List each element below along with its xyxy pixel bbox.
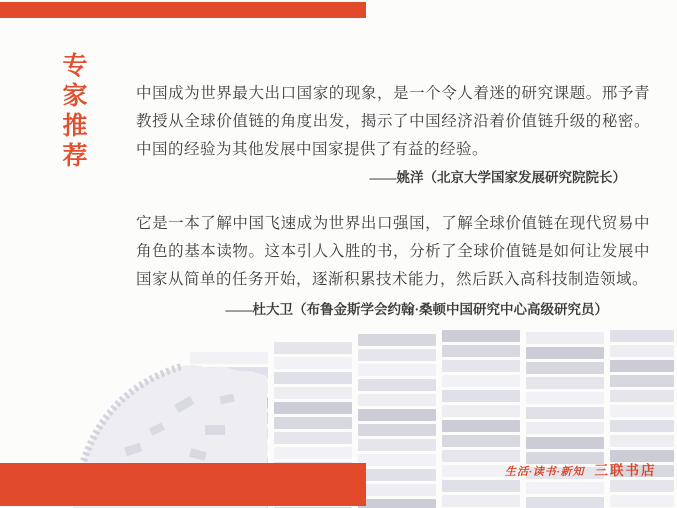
publisher-script-text: 生活·读书·新知 — [505, 466, 585, 478]
publisher-logo — [505, 459, 657, 480]
review-column — [136, 80, 650, 324]
review-attribution-1: ——姚洋（北京大学国家发展研究院院长） — [369, 170, 626, 185]
publisher-name: 三联书店 — [594, 463, 657, 478]
section-title: 专家推荐 — [59, 52, 87, 172]
top-accent-bar — [0, 2, 366, 18]
review-attribution-2: ——杜大卫（布鲁金斯学会约翰·桑顿中国研究中心高级研究员） — [225, 302, 608, 317]
review-quote-1: 中国成为世界最大出口国家的现象，是一个令人着迷的研究课题。邢予青教授从全球价值链的角度出发，揭示了中国经济沿着价值链升级的秘密。中国的经验为其他发展中国家提供了有益的经验。 — [136, 85, 650, 158]
bottom-accent-bar — [0, 463, 366, 506]
review-quote-2: 它是一本了解中国飞速成为世界出口强国，了解全球价值链在现代贸易中角色的基本读物。这本引人入胜的书，分析了全球价值链是如何让发展中国家从简单的任务开始，逐渐积累技术能力，然后跃入高科技制造领域。 — [136, 215, 650, 288]
